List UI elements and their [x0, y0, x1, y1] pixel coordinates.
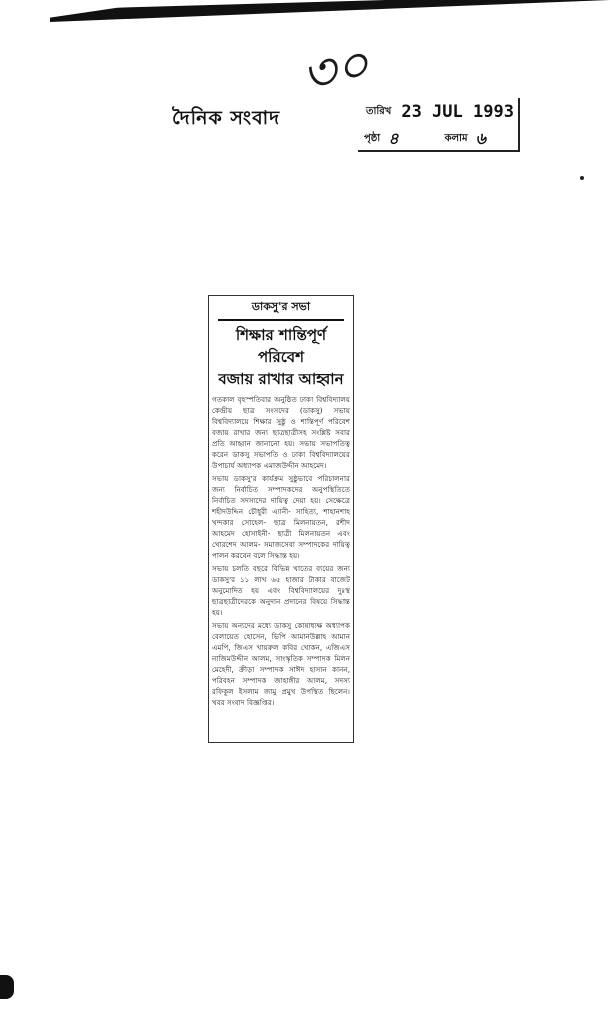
scan-speck: [580, 176, 584, 180]
scan-edge-mark-bottom: [0, 975, 14, 999]
article-paragraph: গতকাল বৃহস্পতিবার অনুষ্ঠিত ঢাকা বিশ্ববিদ্যালয় কেন্দ্রীয় ছাত্র সংসদের (ডাকসু) সভায় বিশ্ববিদ্যালয়ে শিক্ষার সুষ্ঠু ও শান্তিপূর্ণ পরিবেশ বজায় রাখার জন্য ছাত্রছাত্রীসহ সংশ্লিষ্ট সবার প্রতি আহ্বান জানানো হয়। সভায় সভাপতিত্ব করেন ডাকসু সভাপতি ও ঢাকা বিশ্ববিদ্যালয়ের উপাচার্য অধ্যাপক এমাজউদ্দীন আহমেদ।: [212, 395, 350, 470]
article-paragraph: সভায় চলতি বছরে বিভিন্ন খাতের ব্যয়ের জন্য ডাকসু'র ১১ লাখ ৬৫ হাজার টাকার বাজেট অনুমোদিত হয় এবং বিশ্ববিদ্যালয়ের দুঃস্থ ছাত্রছাত্রীদেরকে অনুদান প্রদানের বিষয়ে সিদ্ধান্ত হয়।: [212, 564, 350, 617]
headline-line-2: বজায় রাখার আহ্বান: [218, 370, 344, 388]
article-kicker: ডাকসু'র সভা: [218, 298, 344, 321]
article-headline: [212, 324, 350, 390]
article-paragraph: সভায় ডাকসু'র কার্যক্রম সুষ্ঠুভাবে পরিচালনার জন্য নির্বাচিত সম্পাদকদের অনুপস্থিতিতে নির্বাচিত সদস্যদের দায়িত্ব দেয়া হয়। সেক্ষেত্রে শহীদউদ্দিন চৌধুরী এ্যানী- সাহিত্য, শাহানশাহ খন্দকার সোহেল- ছাত্র মিলনায়তন, রশীদ আহমেদ হোসাইনী- ছাত্রী মিলনায়তন এবং খোরশেদ আলম- সমাজসেবা সম্পাদকের দায়িত্ব পালন করবেন বলে সিদ্ধান্ত হয়।: [212, 474, 350, 560]
stamp-column-value: ৬: [475, 129, 486, 148]
stamp-page-value: ৪: [388, 129, 399, 148]
scan-edge-mark: [50, 0, 610, 22]
stamp-page-label: পৃষ্ঠা: [364, 133, 381, 144]
stamp-date-value: 23 JUL 1993: [401, 102, 514, 122]
newspaper-clipping: [208, 295, 354, 743]
article-paragraph: সভায় অন্যদের মধ্যে ডাকসু কোষাধ্যক্ষ অধ্যাপক বেলায়েত হোসেন, ভিপি আমানউল্লাহ আমান এমপি, জিএস খায়রুল কবির খোকন, এজিএস নাজিমউদ্দীন আলম, সাংস্কৃতিক সম্পাদক মিলন মেহেদী, ক্রীড়া সম্পাদক সাঈদ হাসান কানন, পরিবহন সম্পাদক জাহাঙ্গীর আলম, সদস্য রফিকুল ইসলাম জামু প্রমুখ উপস্থিত ছিলেন। খবর সংবাদ বিজ্ঞপ্তির।: [212, 621, 350, 707]
newspaper-name: দৈনিক সংবাদ: [172, 107, 281, 129]
stamp-column-label: কলাম: [444, 133, 468, 144]
headline-line-1: শিক্ষার শান্তিপূর্ণ পরিবেশ: [235, 326, 327, 366]
date-stamp: [358, 98, 520, 152]
stamp-page-row: [364, 126, 486, 153]
handwritten-file-number: ৩০: [296, 33, 375, 107]
stamp-date-row: [366, 102, 514, 122]
stamp-date-label: তারিখ: [366, 105, 392, 117]
